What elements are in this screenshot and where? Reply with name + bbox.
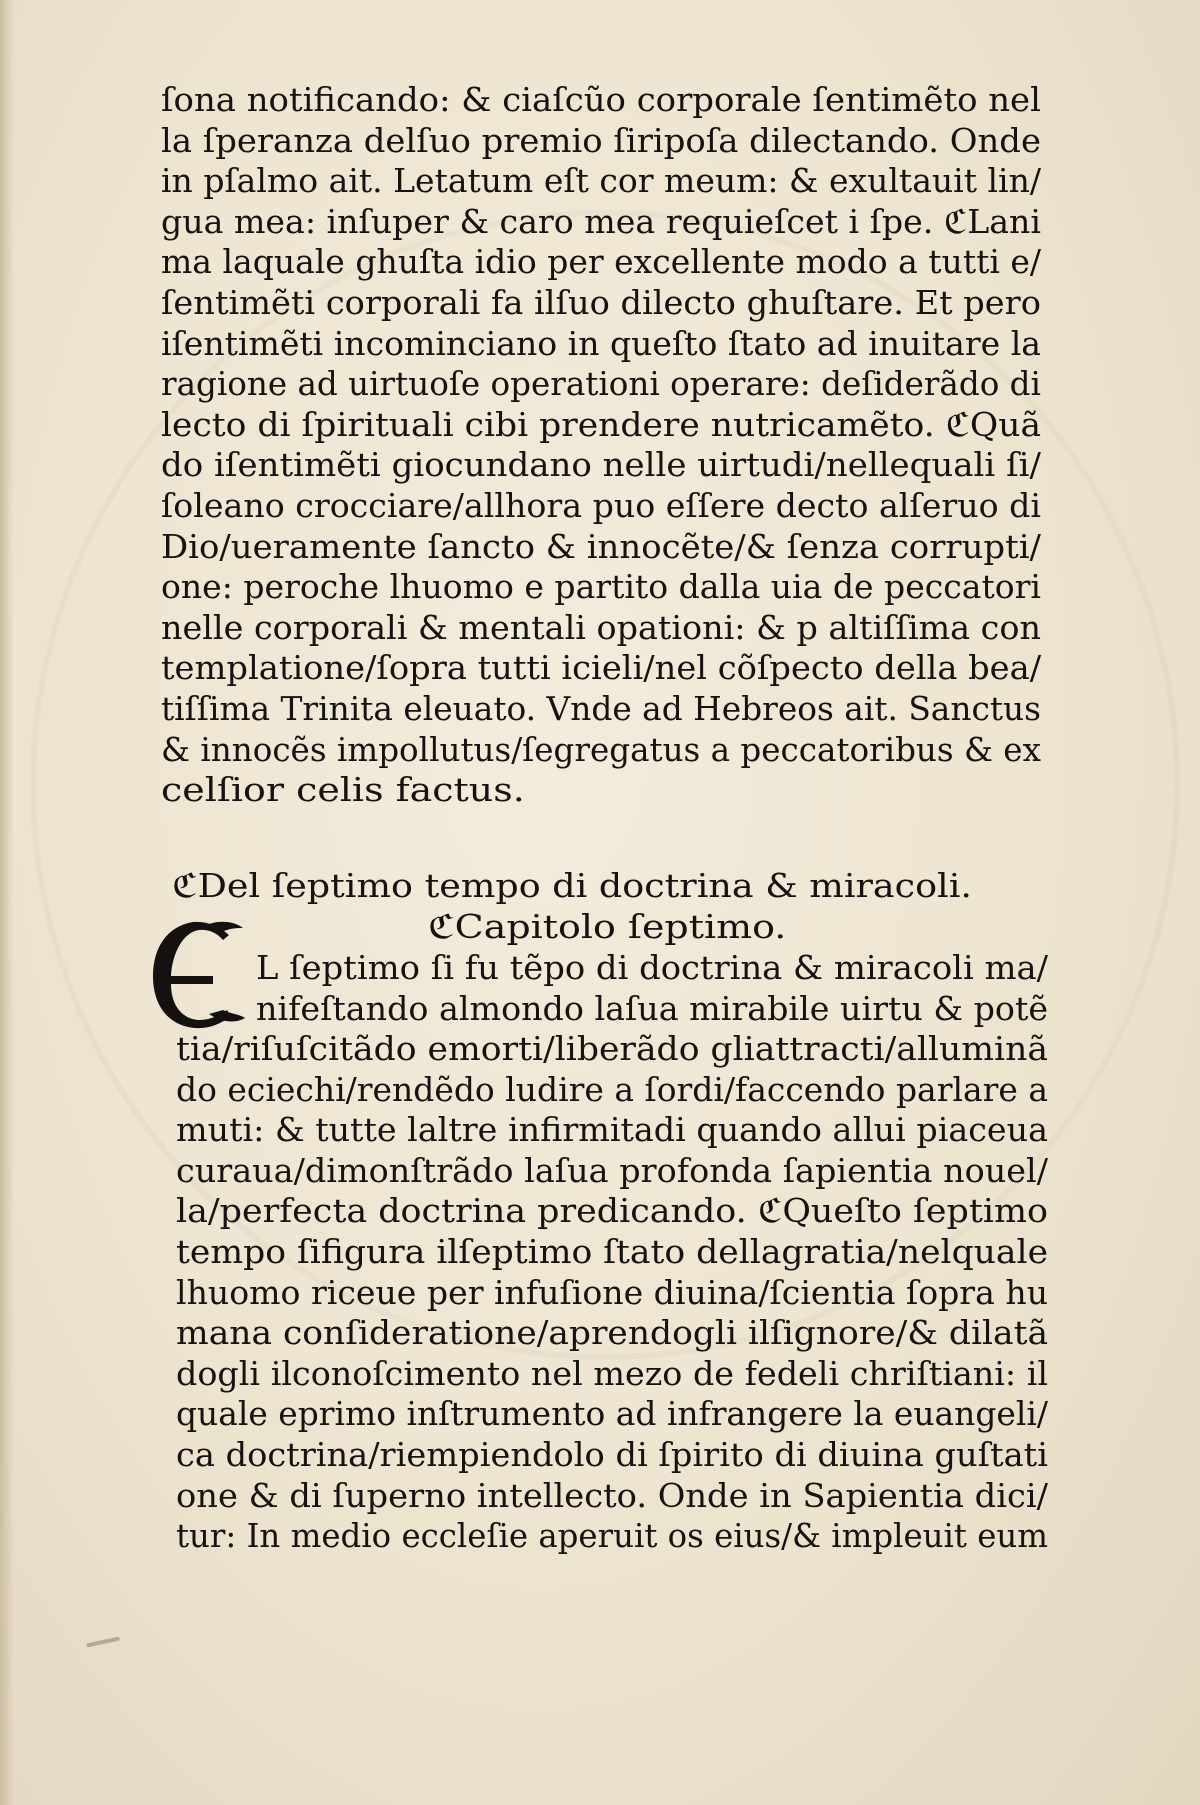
text-line: gua mea: inſuper & caro mea requieſcet i ſpe. ℭLani [161, 201, 1042, 241]
text-line: muti: & tutte laltre infirmitadi quando allui piaceua [176, 1110, 1048, 1150]
text-line: lhuomo riceue per infuſione diuina/ſcientia ſopra hu [176, 1272, 1049, 1312]
text-line: one & di ſuperno intellecto. Onde in Sapientia dici/ [176, 1475, 1049, 1515]
text-line: ſentimẽti corporali fa ilſuo dilecto ghuſtare. Et pero [161, 282, 1041, 322]
text-line: ca doctrina/riempiendolo di ſpirito di diuina guſtati [176, 1434, 1048, 1474]
text-line: ragione ad uirtuoſe operationi operare: deſiderãdo di [161, 364, 1041, 404]
text-line: tia/riſuſcitãdo emorti/liberãdo gliattracti/alluminã [176, 1029, 1048, 1068]
text-line: lecto di ſpirituali cibi prendere nutricamẽto. ℭQuã [161, 404, 1042, 444]
text-line: in pſalmo ait. Letatum eſt cor meum: & exultauit lin/ [161, 161, 1041, 201]
text-line: iſentimẽti incominciano in queſto ſtato ad inuitare la [161, 323, 1041, 363]
text-line: templatione/ſopra tutti icieli/nel cõſpecto della bea/ [161, 648, 1042, 688]
text-line: curaua/dimonſtrãdo laſua profonda ſapientia nouel/ [176, 1150, 1048, 1190]
chapter-subheading-text: ℭCapitolo ſeptimo. [428, 907, 787, 946]
ink-smudge [86, 1637, 120, 1648]
text-line: tur: In medio eccleſie aperuit os eius/& impleuit eum [176, 1516, 1048, 1556]
text-line: L ſeptimo ſi fu tẽpo di doctrina & miracoli ma/ [256, 948, 1049, 987]
paragraph-two [176, 1029, 1064, 1557]
text-line: tiſſima Trinita eleuato. Vnde ad Hebreos ait. Sanctus [161, 688, 1041, 728]
text-line: do iſentimẽti giocundano nelle uirtudi/nellequali ſi/ [161, 445, 1041, 485]
text-line: quale eprimo inſtrumento ad infrangere la euangeli/ [176, 1394, 1048, 1434]
text-line: celſior celis factus. [161, 770, 525, 810]
text-line: nelle corporali & mentali opationi: & p altiſſima con [161, 607, 1041, 647]
text-line: ſoleano crocciare/allhora puo eſſere decto alſeruo di [161, 485, 1042, 525]
text-line: la/perfecta doctrina predicando. ℭQueſto ſeptimo [176, 1191, 1049, 1231]
text-line: do eciechi/rendẽdo ludire a ſordi/faccendo parlare a [176, 1069, 1049, 1109]
chapter-heading-text: ℭDel ſeptimo tempo di doctrina & miracoli. [172, 866, 972, 905]
text-line: Dio/ueramente ſancto & innocẽte/& ſenza corrupti/ [161, 526, 1041, 566]
text-line: dogli ilconoſcimento nel mezo de fedeli chriſtiani: il [176, 1353, 1049, 1393]
paragraph-one [161, 80, 1053, 811]
text-line: ſona notificando: & ciaſcũo corporale ſentimẽto nel [161, 80, 1041, 119]
text-line: ma laquale ghuſta idio per excellente modo a tutti e/ [161, 242, 1042, 282]
paragraph-two-indented [256, 948, 1049, 1029]
chapter-heading [172, 866, 972, 907]
text-line: nifeſtando almondo laſua mirabile uirtu & potẽ [256, 988, 1049, 1028]
text-line: & innocẽs impollutus/ſegregatus a peccatoribus & ex [161, 729, 1041, 769]
text-line: one: peroche lhuomo e partito dalla uia de peccatori [161, 567, 1042, 607]
text-line: mana conſideratione/aprendogli ilſignore/& dilatã [176, 1313, 1048, 1353]
chapter-subheading [428, 907, 787, 948]
text-line: tempo ſifigura ilſeptimo ſtato dellagratia/nelquale [176, 1231, 1049, 1271]
decorated-initial-e [147, 918, 249, 1030]
text-line: la ſperanza delſuo premio ſiripoſa dilectando. Onde [161, 120, 1041, 160]
